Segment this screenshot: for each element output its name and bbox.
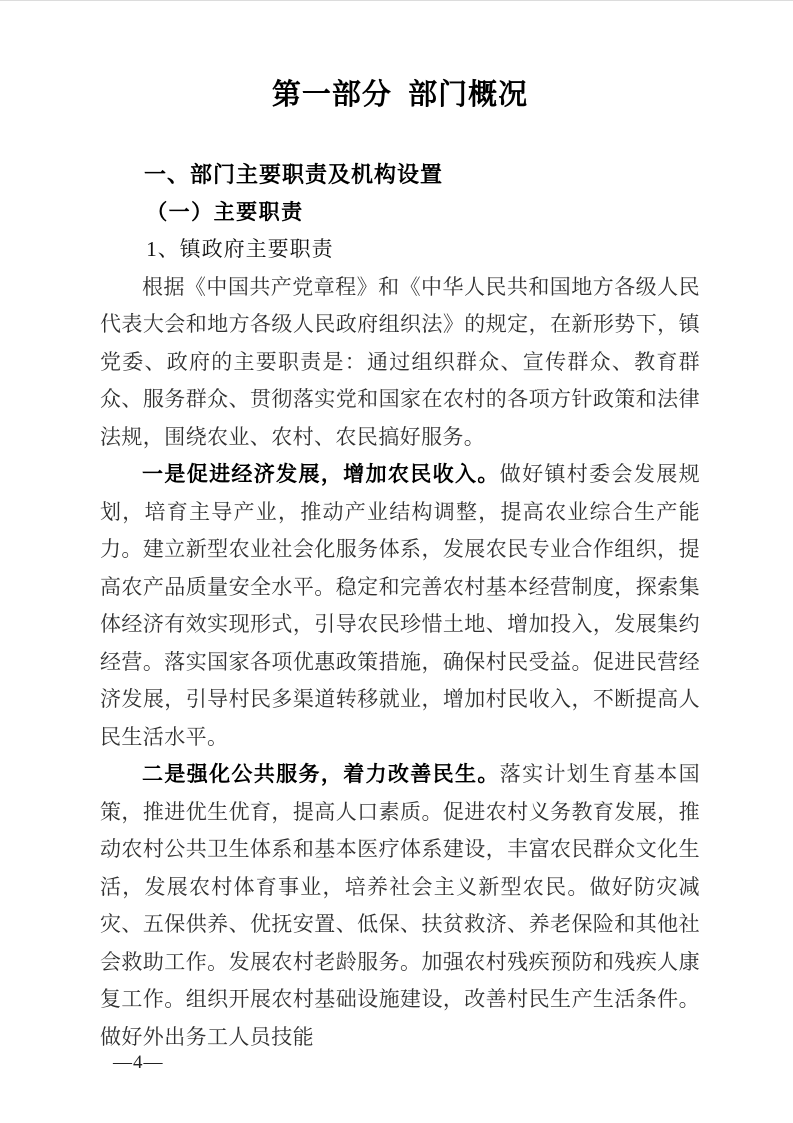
subsection-heading: （一）主要职责	[146, 199, 304, 224]
paragraph-lead-bold: 一是促进经济发展，增加农民收入。	[142, 462, 500, 486]
section-heading: 一、部门主要职责及机构设置	[144, 162, 444, 187]
paragraph-lead-bold: 二是强化公共服务，着力改善民生。	[142, 762, 500, 786]
body-paragraph	[100, 269, 700, 457]
item-heading: 1、镇政府主要职责	[146, 237, 334, 261]
paragraph-text: 根据《中国共产党章程》和《中华人民共和国地方各级人民代表大会和地方各级人民政府组织法》的规定，在新形势下，镇党委、政府的主要职责是：通过组织群众、宣传群众、教育群众、服务群众、贯彻落实党和国家在农村的各项方针政策和法律法规，围绕农业、农村、农民搞好服务。	[100, 274, 700, 449]
page-title: 第一部分 部门概况	[271, 79, 529, 111]
page-number: —4—	[113, 1052, 164, 1073]
body-paragraph	[100, 756, 700, 1056]
document-content	[100, 1, 700, 1056]
paragraph-text: 落实计划生育基本国策，推进优生优育，提高人口素质。促进农村义务教育发展，推动农村公共卫生体系和基本医疗体系建设，丰富农民群众文化生活，发展农村体育事业，培养社会主义新型农民。做好防灾减灾、五保供养、优抚安置、低保、扶贫救济、养老保险和其他社会救助工作。发展农村老龄服务。加强农村残疾预防和残疾人康复工作。组织开展农村基础设施建设，改善村民生产生活条件。做好外出务工人员技能	[100, 762, 700, 1049]
body-paragraph	[100, 456, 700, 756]
paragraph-text: 做好镇村委会发展规划，培育主导产业，推动产业结构调整，提高农业综合生产能力。建立新型农业社会化服务体系，发展农民专业合作组织，提高农产品质量安全水平。稳定和完善农村基本经营制度，探索集体经济有效实现形式，引导农民珍惜土地、增加投入，发展集约经营。落实国家各项优惠政策措施，确保村民受益。促进民营经济发展，引导村民多渠道转移就业，增加村民收入，不断提高人民生活水平。	[100, 462, 700, 749]
